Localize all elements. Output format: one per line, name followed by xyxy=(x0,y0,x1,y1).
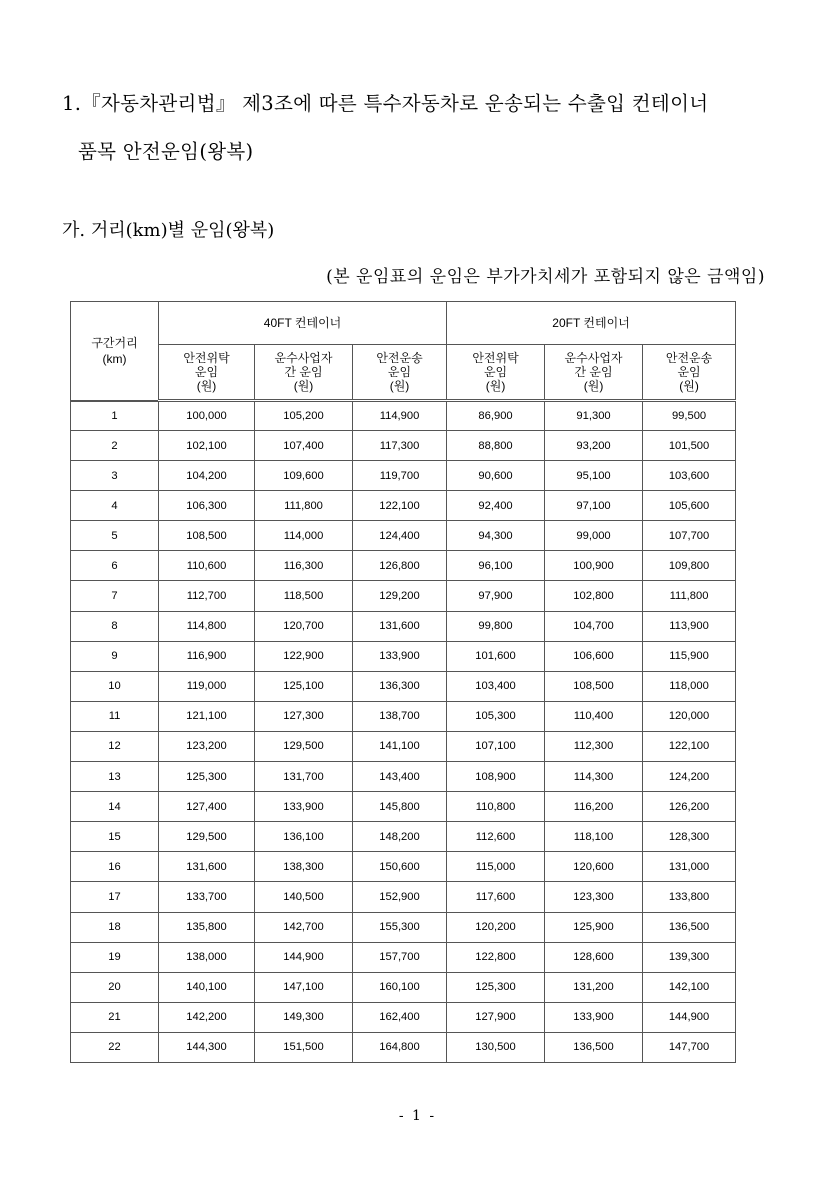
rate-cell: 131,600 xyxy=(159,852,255,882)
rate-cell: 147,700 xyxy=(643,1032,736,1062)
rate-cell: 122,800 xyxy=(447,942,545,972)
vat-note: (본 운임표의 운임은 부가가치세가 포함되지 않은 금액임) xyxy=(326,267,765,287)
rate-cell: 122,100 xyxy=(353,491,447,521)
rate-cell: 141,100 xyxy=(353,731,447,761)
distance-cell: 16 xyxy=(71,852,159,882)
column-header: 안전위탁 운임 (원) xyxy=(447,345,545,401)
rate-cell: 114,300 xyxy=(545,762,643,792)
rate-cell: 151,500 xyxy=(255,1032,353,1062)
rate-cell: 113,900 xyxy=(643,611,736,641)
rate-cell: 108,900 xyxy=(447,762,545,792)
rate-cell: 147,100 xyxy=(255,972,353,1002)
rate-cell: 138,000 xyxy=(159,942,255,972)
rate-cell: 164,800 xyxy=(353,1032,447,1062)
rate-cell: 102,100 xyxy=(159,431,255,461)
rate-cell: 104,700 xyxy=(545,611,643,641)
rate-cell: 136,500 xyxy=(643,912,736,942)
rate-cell: 136,100 xyxy=(255,822,353,852)
rate-cell: 126,800 xyxy=(353,551,447,581)
rate-cell: 99,000 xyxy=(545,521,643,551)
distance-cell: 19 xyxy=(71,942,159,972)
rate-cell: 112,700 xyxy=(159,581,255,611)
rate-cell: 107,100 xyxy=(447,731,545,761)
rate-cell: 114,900 xyxy=(353,401,447,431)
rate-cell: 148,200 xyxy=(353,822,447,852)
rate-cell: 120,700 xyxy=(255,611,353,641)
rate-cell: 97,100 xyxy=(545,491,643,521)
rate-cell: 140,500 xyxy=(255,882,353,912)
rate-cell: 115,000 xyxy=(447,852,545,882)
rate-cell: 131,000 xyxy=(643,852,736,882)
rate-cell: 103,600 xyxy=(643,461,736,491)
rate-cell: 142,700 xyxy=(255,912,353,942)
distance-cell: 21 xyxy=(71,1002,159,1032)
rate-cell: 139,300 xyxy=(643,942,736,972)
distance-header: 구간거리 (km) xyxy=(71,302,159,401)
rate-cell: 94,300 xyxy=(447,521,545,551)
rate-cell: 144,300 xyxy=(159,1032,255,1062)
rate-cell: 112,600 xyxy=(447,822,545,852)
rate-cell: 114,000 xyxy=(255,521,353,551)
table-row xyxy=(71,461,736,491)
rate-cell: 112,300 xyxy=(545,731,643,761)
rate-cell: 129,500 xyxy=(255,731,353,761)
table-row xyxy=(71,822,736,852)
page-number: - 1 - xyxy=(398,1108,437,1124)
rate-cell: 125,900 xyxy=(545,912,643,942)
distance-cell: 18 xyxy=(71,912,159,942)
table-row xyxy=(71,912,736,942)
table-row xyxy=(71,491,736,521)
distance-cell: 8 xyxy=(71,611,159,641)
rate-cell: 125,300 xyxy=(159,762,255,792)
distance-cell: 4 xyxy=(71,491,159,521)
rate-cell: 92,400 xyxy=(447,491,545,521)
rate-cell: 160,100 xyxy=(353,972,447,1002)
distance-cell: 14 xyxy=(71,792,159,822)
rate-cell: 150,600 xyxy=(353,852,447,882)
rate-cell: 121,100 xyxy=(159,701,255,731)
rate-cell: 131,600 xyxy=(353,611,447,641)
rate-cell: 157,700 xyxy=(353,942,447,972)
table-row xyxy=(71,762,736,792)
rate-cell: 130,500 xyxy=(447,1032,545,1062)
rate-cell: 136,500 xyxy=(545,1032,643,1062)
rate-cell: 128,600 xyxy=(545,942,643,972)
rate-cell: 125,100 xyxy=(255,671,353,701)
distance-cell: 13 xyxy=(71,762,159,792)
rate-cell: 115,900 xyxy=(643,641,736,671)
rate-cell: 106,300 xyxy=(159,491,255,521)
column-header: 안전운송 운임 (원) xyxy=(353,345,447,401)
rate-cell: 118,100 xyxy=(545,822,643,852)
document-title xyxy=(62,80,782,176)
rate-table xyxy=(70,301,736,1063)
distance-cell: 17 xyxy=(71,882,159,912)
table-row xyxy=(71,641,736,671)
rate-cell: 110,800 xyxy=(447,792,545,822)
rate-cell: 100,900 xyxy=(545,551,643,581)
table-row xyxy=(71,731,736,761)
table-row xyxy=(71,1002,736,1032)
distance-cell: 11 xyxy=(71,701,159,731)
rate-cell: 127,300 xyxy=(255,701,353,731)
rate-cell: 122,100 xyxy=(643,731,736,761)
rate-cell: 107,400 xyxy=(255,431,353,461)
rate-cell: 90,600 xyxy=(447,461,545,491)
distance-cell: 1 xyxy=(71,401,159,431)
distance-cell: 22 xyxy=(71,1032,159,1062)
rate-cell: 143,400 xyxy=(353,762,447,792)
rate-cell: 101,600 xyxy=(447,641,545,671)
rate-cell: 111,800 xyxy=(255,491,353,521)
rate-cell: 99,800 xyxy=(447,611,545,641)
rate-cell: 123,200 xyxy=(159,731,255,761)
rate-cell: 105,600 xyxy=(643,491,736,521)
rate-cell: 118,000 xyxy=(643,671,736,701)
rate-cell: 123,300 xyxy=(545,882,643,912)
column-header: 운수사업자 간 운임 (원) xyxy=(255,345,353,401)
rate-cell: 124,400 xyxy=(353,521,447,551)
table-row xyxy=(71,581,736,611)
distance-cell: 9 xyxy=(71,641,159,671)
rate-cell: 117,300 xyxy=(353,431,447,461)
rate-cell: 102,800 xyxy=(545,581,643,611)
rate-cell: 144,900 xyxy=(255,942,353,972)
distance-cell: 2 xyxy=(71,431,159,461)
table-row xyxy=(71,431,736,461)
table-row xyxy=(71,882,736,912)
rate-cell: 110,400 xyxy=(545,701,643,731)
rate-cell: 109,800 xyxy=(643,551,736,581)
rate-cell: 118,500 xyxy=(255,581,353,611)
rate-cell: 133,900 xyxy=(545,1002,643,1032)
rate-cell: 125,300 xyxy=(447,972,545,1002)
rate-cell: 114,800 xyxy=(159,611,255,641)
rate-cell: 131,200 xyxy=(545,972,643,1002)
rate-cell: 122,900 xyxy=(255,641,353,671)
column-header: 안전위탁 운임 (원) xyxy=(159,345,255,401)
rate-cell: 116,300 xyxy=(255,551,353,581)
rate-cell: 127,900 xyxy=(447,1002,545,1032)
rate-cell: 119,000 xyxy=(159,671,255,701)
distance-cell: 10 xyxy=(71,671,159,701)
rate-cell: 126,200 xyxy=(643,792,736,822)
rate-cell: 142,100 xyxy=(643,972,736,1002)
rate-cell: 103,400 xyxy=(447,671,545,701)
rate-cell: 138,300 xyxy=(255,852,353,882)
rate-cell: 93,200 xyxy=(545,431,643,461)
rate-cell: 140,100 xyxy=(159,972,255,1002)
rate-cell: 108,500 xyxy=(545,671,643,701)
rate-cell: 152,900 xyxy=(353,882,447,912)
column-header: 운수사업자 간 운임 (원) xyxy=(545,345,643,401)
rate-cell: 91,300 xyxy=(545,401,643,431)
group-header-20ft: 20FT 컨테이너 xyxy=(447,302,736,345)
rate-cell: 136,300 xyxy=(353,671,447,701)
rate-cell: 135,800 xyxy=(159,912,255,942)
rate-cell: 119,700 xyxy=(353,461,447,491)
rate-cell: 100,000 xyxy=(159,401,255,431)
rate-cell: 86,900 xyxy=(447,401,545,431)
rate-cell: 96,100 xyxy=(447,551,545,581)
rate-cell: 133,700 xyxy=(159,882,255,912)
rate-cell: 105,200 xyxy=(255,401,353,431)
rate-cell: 144,900 xyxy=(643,1002,736,1032)
rate-cell: 127,400 xyxy=(159,792,255,822)
group-header-40ft: 40FT 컨테이너 xyxy=(159,302,447,345)
rate-cell: 133,900 xyxy=(255,792,353,822)
rate-cell: 99,500 xyxy=(643,401,736,431)
rate-cell: 97,900 xyxy=(447,581,545,611)
rate-cell: 101,500 xyxy=(643,431,736,461)
distance-cell: 3 xyxy=(71,461,159,491)
rate-cell: 128,300 xyxy=(643,822,736,852)
title-line-1: 1.『자동차관리법』 제3조에 따른 특수자동차로 운송되는 수출입 컨테이너 xyxy=(62,92,709,115)
rate-cell: 129,500 xyxy=(159,822,255,852)
distance-cell: 20 xyxy=(71,972,159,1002)
rate-cell: 110,600 xyxy=(159,551,255,581)
table-row xyxy=(71,521,736,551)
rate-cell: 111,800 xyxy=(643,581,736,611)
section-subtitle: 가. 거리(km)별 운임(왕복) xyxy=(62,220,275,241)
rate-cell: 138,700 xyxy=(353,701,447,731)
rate-cell: 120,000 xyxy=(643,701,736,731)
rate-cell: 88,800 xyxy=(447,431,545,461)
rate-cell: 116,200 xyxy=(545,792,643,822)
rate-cell: 117,600 xyxy=(447,882,545,912)
distance-cell: 12 xyxy=(71,731,159,761)
rate-cell: 131,700 xyxy=(255,762,353,792)
rate-cell: 162,400 xyxy=(353,1002,447,1032)
table-row xyxy=(71,1032,736,1062)
title-line-2: 품목 안전운임(왕복) xyxy=(78,140,254,163)
rate-cell: 105,300 xyxy=(447,701,545,731)
table-row xyxy=(71,671,736,701)
rate-cell: 149,300 xyxy=(255,1002,353,1032)
distance-cell: 15 xyxy=(71,822,159,852)
rate-cell: 129,200 xyxy=(353,581,447,611)
rate-cell: 155,300 xyxy=(353,912,447,942)
rate-cell: 133,800 xyxy=(643,882,736,912)
distance-cell: 6 xyxy=(71,551,159,581)
rate-cell: 104,200 xyxy=(159,461,255,491)
table-row xyxy=(71,701,736,731)
column-header: 안전운송 운임 (원) xyxy=(643,345,736,401)
table-row xyxy=(71,401,736,431)
rate-cell: 145,800 xyxy=(353,792,447,822)
table-row xyxy=(71,551,736,581)
table-row xyxy=(71,942,736,972)
rate-cell: 109,600 xyxy=(255,461,353,491)
rate-cell: 107,700 xyxy=(643,521,736,551)
table-row xyxy=(71,972,736,1002)
rate-cell: 124,200 xyxy=(643,762,736,792)
rate-cell: 133,900 xyxy=(353,641,447,671)
rate-cell: 116,900 xyxy=(159,641,255,671)
rate-cell: 142,200 xyxy=(159,1002,255,1032)
table-row xyxy=(71,852,736,882)
distance-cell: 7 xyxy=(71,581,159,611)
rate-cell: 120,600 xyxy=(545,852,643,882)
rate-cell: 120,200 xyxy=(447,912,545,942)
distance-cell: 5 xyxy=(71,521,159,551)
rate-cell: 108,500 xyxy=(159,521,255,551)
rate-cell: 106,600 xyxy=(545,641,643,671)
table-row xyxy=(71,792,736,822)
rate-cell: 95,100 xyxy=(545,461,643,491)
table-row xyxy=(71,611,736,641)
